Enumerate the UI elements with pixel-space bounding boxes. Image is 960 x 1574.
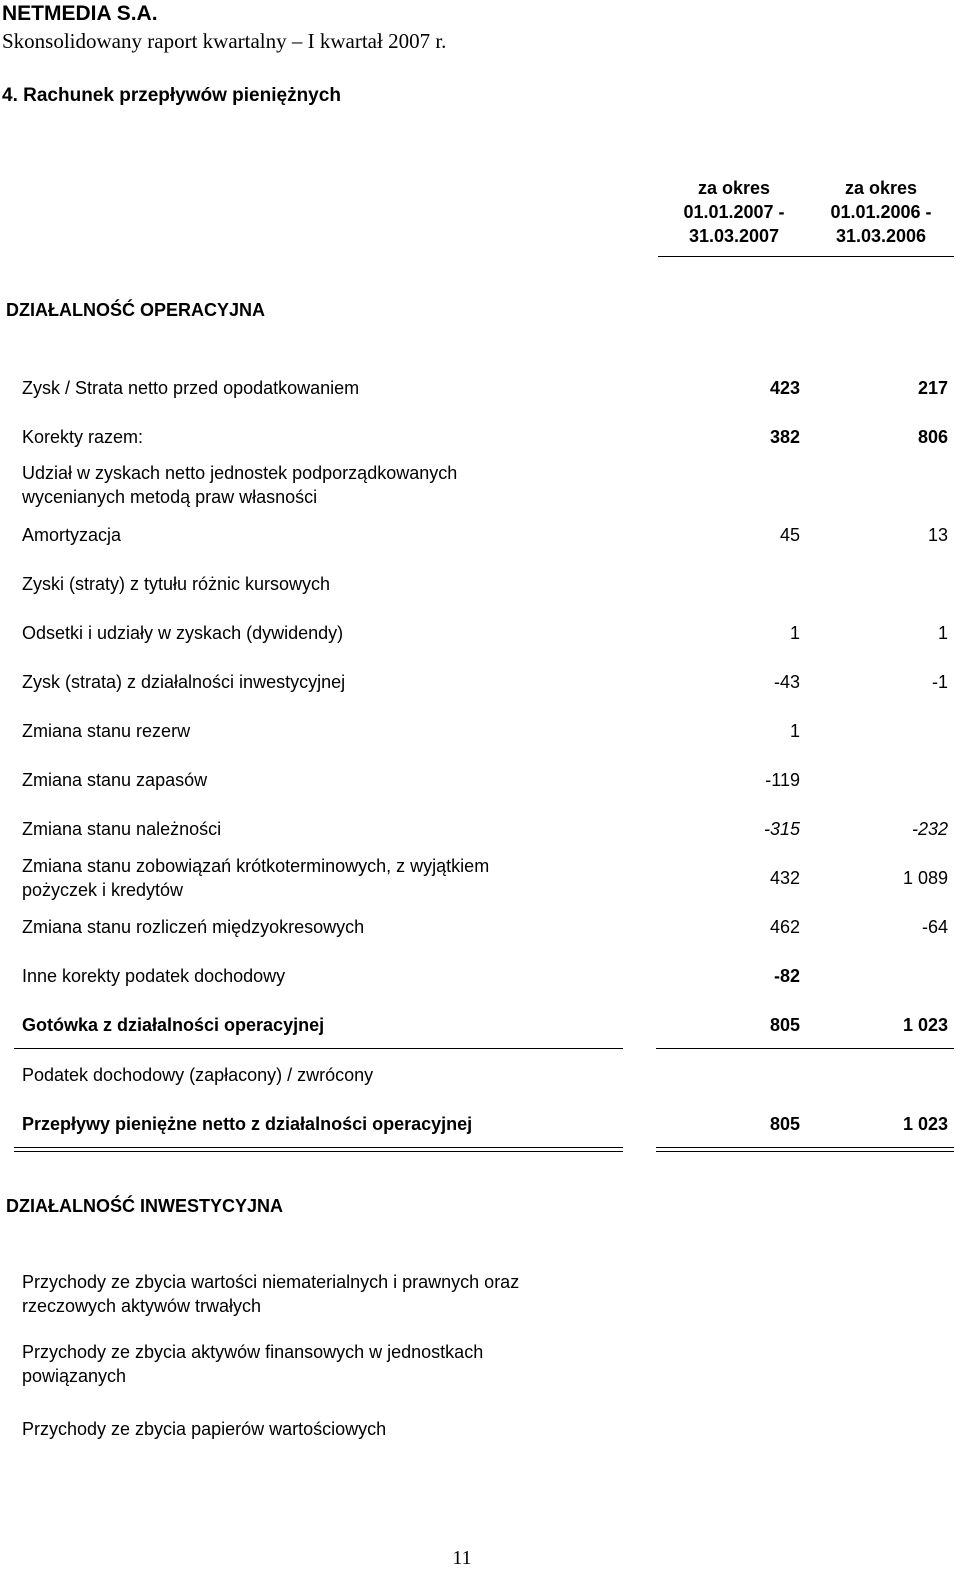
row-value-2007: -82 [773, 966, 800, 986]
row-label: Udział w zyskach netto jednostek podporządkowanych wycenianych metodą praw własności [22, 463, 458, 507]
row-value-2006: 1 023 [902, 1015, 948, 1035]
row-label: Korekty razem: [22, 427, 144, 447]
row-label: Przychody ze zbycia aktywów finansowych w jednostkach powiązanych [22, 1342, 484, 1386]
row-value-2006: -1 [931, 672, 948, 692]
section-title: 4. Rachunek przepływów pieniężnych [2, 85, 341, 106]
operating-heading: DZIAŁALNOŚĆ OPERACYJNA [6, 300, 266, 320]
total-double-line [656, 1147, 954, 1152]
row-label: Gotówka z działalności operacyjnej [22, 1015, 325, 1035]
row-value-2007: 45 [779, 525, 800, 545]
row-value-2007: 1 [789, 623, 800, 643]
row-label: Przepływy pieniężne netto z działalności operacyjnej [22, 1114, 473, 1134]
row-label: Odsetki i udziały w zyskach (dywidendy) [22, 623, 344, 643]
row-value-2007: 805 [769, 1015, 800, 1035]
row-value-2007: -315 [763, 819, 800, 839]
row-label: Amortyzacja [22, 525, 122, 545]
investing-heading: DZIAŁALNOŚĆ INWESTYCYJNA [6, 1196, 284, 1216]
row-value-2006: 13 [927, 525, 948, 545]
column-header-2006: za okres 01.01.2006 - 31.03.2006 [830, 178, 932, 246]
report-title: Skonsolidowany raport kwartalny – I kwartał 2007 r. [2, 29, 447, 53]
subtotal-line [14, 1048, 623, 1049]
subtotal-line [656, 1048, 954, 1049]
total-double-line [14, 1147, 623, 1152]
row-value-2007: -43 [773, 672, 800, 692]
row-label: Przychody ze zbycia papierów wartościowych [22, 1419, 387, 1439]
page-number: 11 [452, 1547, 472, 1569]
row-value-2007: 382 [769, 427, 800, 447]
row-label: Zmiana stanu rozliczeń międzyokresowych [22, 917, 365, 937]
row-value-2006: 1 [937, 623, 948, 643]
row-label: Zysk (strata) z działalności inwestycyjnej [22, 672, 346, 692]
row-value-2006: 806 [917, 427, 948, 447]
row-label: Zysk / Strata netto przed opodatkowaniem [22, 378, 360, 398]
row-value-2006: -232 [911, 819, 948, 839]
row-value-2007: 805 [769, 1114, 800, 1134]
row-label: Przychody ze zbycia wartości niematerialnych i prawnych oraz rzeczowych aktywów trwałych [22, 1272, 520, 1316]
row-value-2007: 462 [769, 917, 800, 937]
row-label: Zmiana stanu zobowiązań krótkoterminowych, z wyjątkiem pożyczek i kredytów [22, 856, 490, 900]
row-label: Zmiana stanu rezerw [22, 721, 191, 741]
row-label: Podatek dochodowy (zapłacony) / zwrócony [22, 1065, 374, 1085]
row-value-2006: 1 089 [902, 868, 948, 888]
row-value-2007: -119 [765, 770, 800, 790]
row-label: Inne korekty podatek dochodowy [22, 966, 286, 986]
row-value-2006: 1 023 [902, 1114, 948, 1134]
row-label: Zyski (straty) z tytułu różnic kursowych [22, 574, 331, 594]
row-value-2007: 432 [769, 868, 800, 888]
row-value-2007: 423 [769, 378, 800, 398]
row-value-2007: 1 [789, 721, 800, 741]
column-header-2007: za okres 01.01.2007 - 31.03.2007 [683, 178, 785, 246]
company-name: NETMEDIA S.A. [2, 2, 158, 25]
column-header-underline [658, 256, 954, 257]
row-value-2006: 217 [917, 378, 948, 398]
row-label: Zmiana stanu należności [22, 819, 222, 839]
row-label: Zmiana stanu zapasów [22, 770, 208, 790]
row-value-2006: -64 [921, 917, 948, 937]
